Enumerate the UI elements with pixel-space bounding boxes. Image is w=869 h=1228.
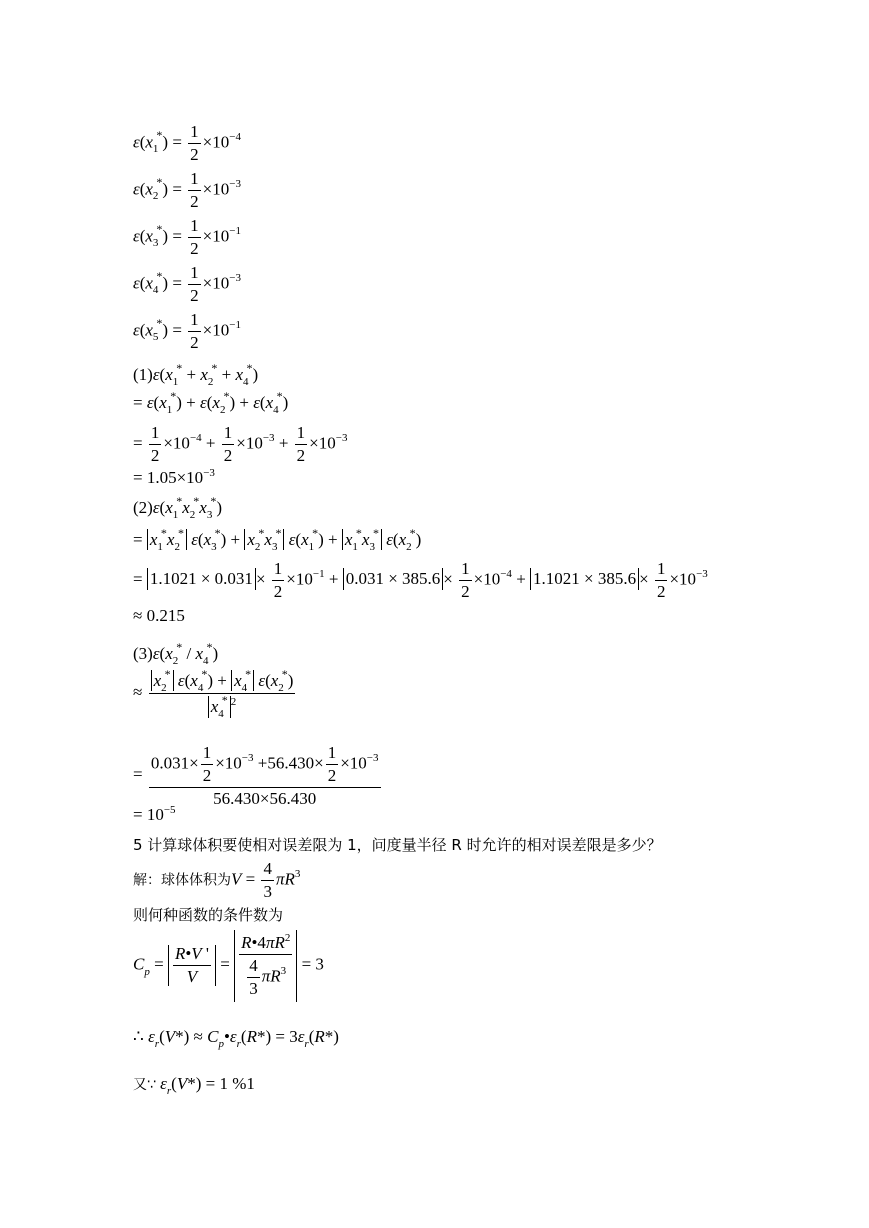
- solution-volume-line: 解：球体体积为V = $\frac{4}{3}$ $\pi R^3$: [133, 859, 301, 901]
- part1-heading: $(1)\varepsilon(x_1^* + x_2^* + x_4^*)$: [133, 361, 259, 388]
- condition-number-intro: 则何种函数的条件数为: [133, 906, 284, 924]
- part2-heading: $(2)\varepsilon(x_1^*x_2^*x_3^*)$: [133, 494, 223, 521]
- part1-step2: = $\frac{1}{2}$ $\times 10^{-4}$ + $\frac{1}{2}$ $\times 10^{-3}$ + $\frac{1}{2}$ $\times 10^{-3}$: [133, 423, 348, 465]
- error-bound-x5: $\varepsilon(x_5^*)$ = $\frac{1}{2}$ $\times 10^{-1}$: [133, 310, 241, 352]
- therefore-line: ∴ $\varepsilon_r(V*)$ ≈ $C_p•\varepsilon_r(R*) = 3\varepsilon_r(R*)$: [133, 1027, 339, 1050]
- part2-step1: = $x_1^*x_2^*$ $\varepsilon(x_3^*) + x_2^*x_3^*$ $\varepsilon(x_1^*) + x_1^*x_3^*$ $\varepsilon(x_2^*)$: [133, 526, 422, 553]
- part1-step1: = $\varepsilon(x_1^*) + \varepsilon(x_2^*) + \varepsilon(x_4^*)$: [133, 389, 289, 416]
- error-bound-x2: $\varepsilon(x_2^*)$ = $\frac{1}{2}$ $\times 10^{-3}$: [133, 169, 241, 211]
- part3-step2: = 0.031× $\frac{1}{2}$ $\times 10^{-3} +56.430\times$ $\frac{1}{2}$ $\times 10^{-3}$ 56.430×56.430: [133, 743, 379, 808]
- also-line: 又∵ $\varepsilon_r(V*) = 1$ %1: [133, 1074, 255, 1097]
- condition-number-formula: $C_p$ = $\frac{R•V '}{V}$ = $R•4\pi R^2$ $\frac{4}{3}$ $\pi R^3$ = 3: [133, 930, 324, 1002]
- part3-step1: ≈ $\frac{x_2^* \varepsilon(x_4^*) + x_4^* \varepsilon(x_2^*)}{x_4^* ^2}$: [133, 667, 294, 721]
- question-5-text: 5 计算球体积要使相对误差限为 1，问度量半径 R 时允许的相对误差限是多少？: [133, 836, 662, 854]
- part3-heading: $(3)\varepsilon(x_2^* / x_4^*)$: [133, 640, 219, 667]
- part1-result: = $1.05\times 10^{-3}$: [133, 467, 215, 487]
- error-bound-x3: $\varepsilon(x_3^*)$ = $\frac{1}{2}$ $\times 10^{-1}$: [133, 216, 241, 258]
- part2-step2: = 1.1021 × 0.031 × $\frac{1}{2}$ $\times 10^{-1} + 0.031 \times 385.6$ × $\frac{1}{2}$ $\times 10^{-4} + 1.1021 \times 385.6$ × $\frac{1}{2}$ $\times 10^{-3}$: [133, 559, 708, 601]
- error-bound-x4: $\varepsilon(x_4^*)$ = $\frac{1}{2}$ $\times 10^{-3}$: [133, 263, 241, 305]
- error-bound-x1: $\varepsilon(x_1^*)$ = $\frac{1}{2}$ $\times 10^{-4}$: [133, 122, 241, 164]
- part3-result: = $10^{-5}$: [133, 804, 176, 824]
- part2-result: ≈ 0.215: [133, 606, 185, 625]
